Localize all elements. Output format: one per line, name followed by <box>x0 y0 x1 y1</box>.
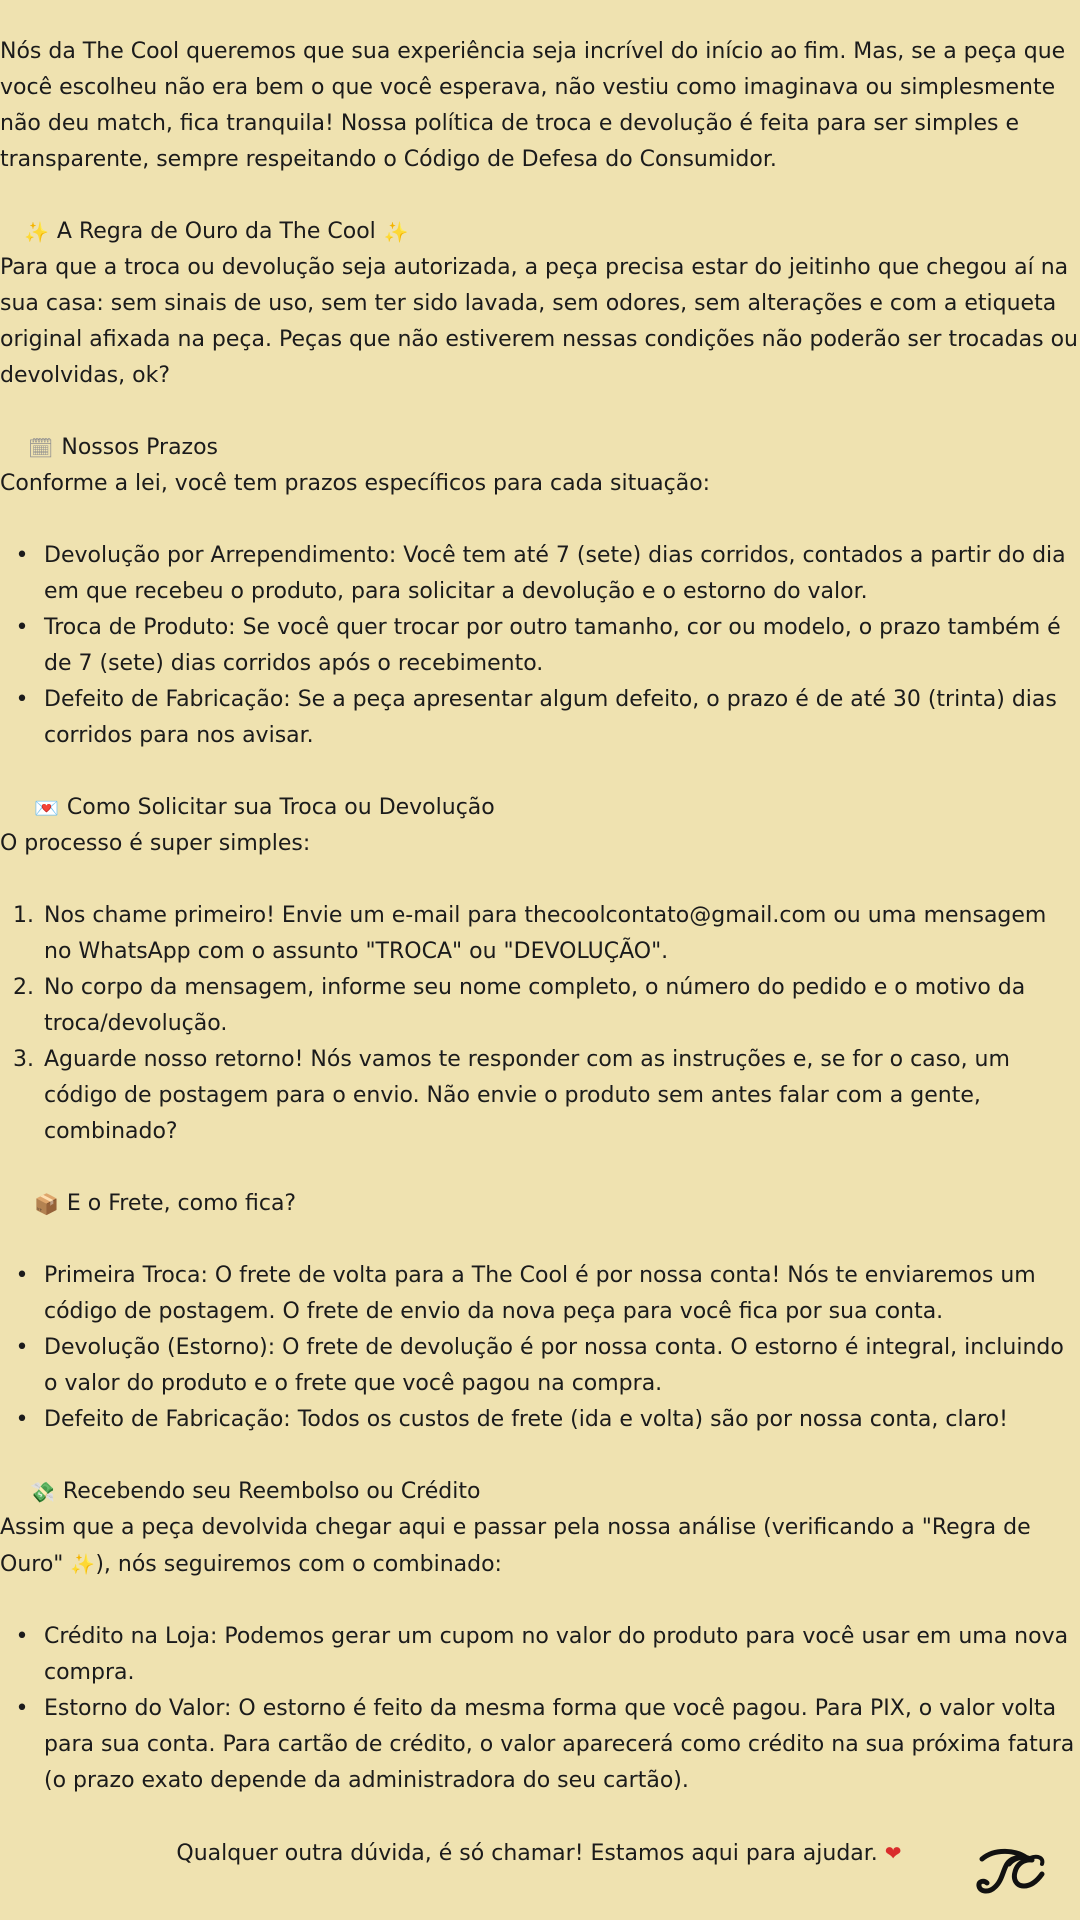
list-item: 1. Nos chame primeiro! Envie um e-mail para thecoolcontato@gmail.com ou uma mensagem no WhatsApp com o assunto "TROCA" ou "DEVOLUÇÃO". <box>13 903 1047 964</box>
deadlines-title: Nossos Prazos <box>61 435 219 460</box>
list-item: • Defeito de Fabricação: Todos os custos de frete (ida e volta) são por nossa conta, claro! <box>15 1407 1008 1432</box>
sparkle-icon: ✨ <box>24 220 49 244</box>
list-item: 3. Aguarde nosso retorno! Nós vamos te responder com as instruções e, se for o caso, um código de postagem para o envio. Não envie o produto sem antes falar com a gente, combinado? <box>13 1047 1010 1144</box>
request-steps-list <box>0 898 1078 1150</box>
list-item: • Defeito de Fabricação: Se a peça apresentar algum defeito, o prazo é de até 30 (trinta) dias corridos para nos avisar. <box>15 687 1057 748</box>
heart-icon: ❤ <box>884 1841 902 1865</box>
closing-message: Qualquer outra dúvida, é só chamar! Estamos aqui para ajudar. ❤ <box>0 1835 1078 1872</box>
golden-rule-title: A Regra de Ouro da The Cool <box>56 219 376 244</box>
deadlines-list <box>0 538 1078 754</box>
request-body: O processo é super simples: <box>0 831 311 856</box>
list-item: • Troca de Produto: Se você quer trocar por outro tamanho, cor ou modelo, o prazo também é de 7 (sete) dias corridos após o recebimento. <box>15 615 1061 676</box>
calendar-icon: 🗓 <box>28 436 54 460</box>
list-item: • Primeira Troca: O frete de volta para a The Cool é por nossa conta! Nós te enviaremos um código de postagem. O frete de envio da nova peça para você fica por sua conta. <box>15 1263 1036 1324</box>
golden-rule-heading <box>0 214 1078 250</box>
money-icon: 💸 <box>30 1480 55 1504</box>
list-item: • Estorno do Valor: O estorno é feito da mesma forma que você pagou. Para PIX, o valor volta para sua conta. Para cartão de crédito, o valor aparecerá como crédito na sua próxima fatura (o prazo exato depende da administradora do seu cartão). <box>15 1696 1075 1793</box>
refund-title: Recebendo seu Reembolso ou Crédito <box>62 1479 481 1504</box>
refund-heading <box>0 1474 1078 1510</box>
list-item: • Crédito na Loja: Podemos gerar um cupom no valor do produto para você usar em uma nova compra. <box>15 1624 1069 1685</box>
refund-list <box>0 1619 1078 1799</box>
deadlines-body: Conforme a lei, você tem prazos específicos para cada situação: <box>0 471 711 496</box>
sparkle-icon: ✨ <box>70 1552 96 1576</box>
shipping-list <box>0 1258 1078 1438</box>
policy-document <box>0 34 1078 1872</box>
list-item: • Devolução por Arrependimento: Você tem até 7 (sete) dias corridos, contados a partir do dia em que recebeu o produto, para solicitar a devolução e o estorno do valor. <box>15 543 1066 604</box>
shipping-heading <box>0 1186 1078 1222</box>
request-title: Como Solicitar sua Troca ou Devolução <box>66 795 495 820</box>
intro-paragraph: Nós da The Cool queremos que sua experiência seja incrível do início ao fim. Mas, se a peça que você escolheu não era bem o que você esperava, não vestiu como imaginava ou simplesmente não deu match, fica tranquila! Nossa política de troca e devolução é feita para ser simples e transparente, sempre respeitando o Código de Defesa do Consumidor. <box>0 39 1066 172</box>
shipping-title: E o Frete, como fica? <box>66 1191 297 1216</box>
refund-body: Assim que a peça devolvida chegar aqui e passar pela nossa análise (verificando a "Regra de Ouro" ✨), nós seguiremos com o combinado: <box>0 1510 1078 1583</box>
request-heading <box>0 790 1078 826</box>
package-icon: 📦 <box>34 1192 59 1216</box>
sparkle-icon: ✨ <box>383 220 409 244</box>
golden-rule-body: Para que a troca ou devolução seja autorizada, a peça precisa estar do jeitinho que chegou aí na sua casa: sem sinais de uso, sem ter sido lavada, sem odores, sem alterações e com a etiqueta original afixada na peça. Peças que não estiverem nessas condições não poderão ser trocadas ou devolvidas, ok? <box>0 255 1078 388</box>
tc-monogram-logo <box>972 1846 1050 1900</box>
deadlines-heading <box>0 430 1078 466</box>
love-letter-icon: 💌 <box>34 796 59 820</box>
list-item: • Devolução (Estorno): O frete de devolução é por nossa conta. O estorno é integral, incluindo o valor do produto e o frete que você pagou na compra. <box>15 1335 1064 1396</box>
list-item: 2. No corpo da mensagem, informe seu nome completo, o número do pedido e o motivo da troca/devolução. <box>13 975 1026 1036</box>
